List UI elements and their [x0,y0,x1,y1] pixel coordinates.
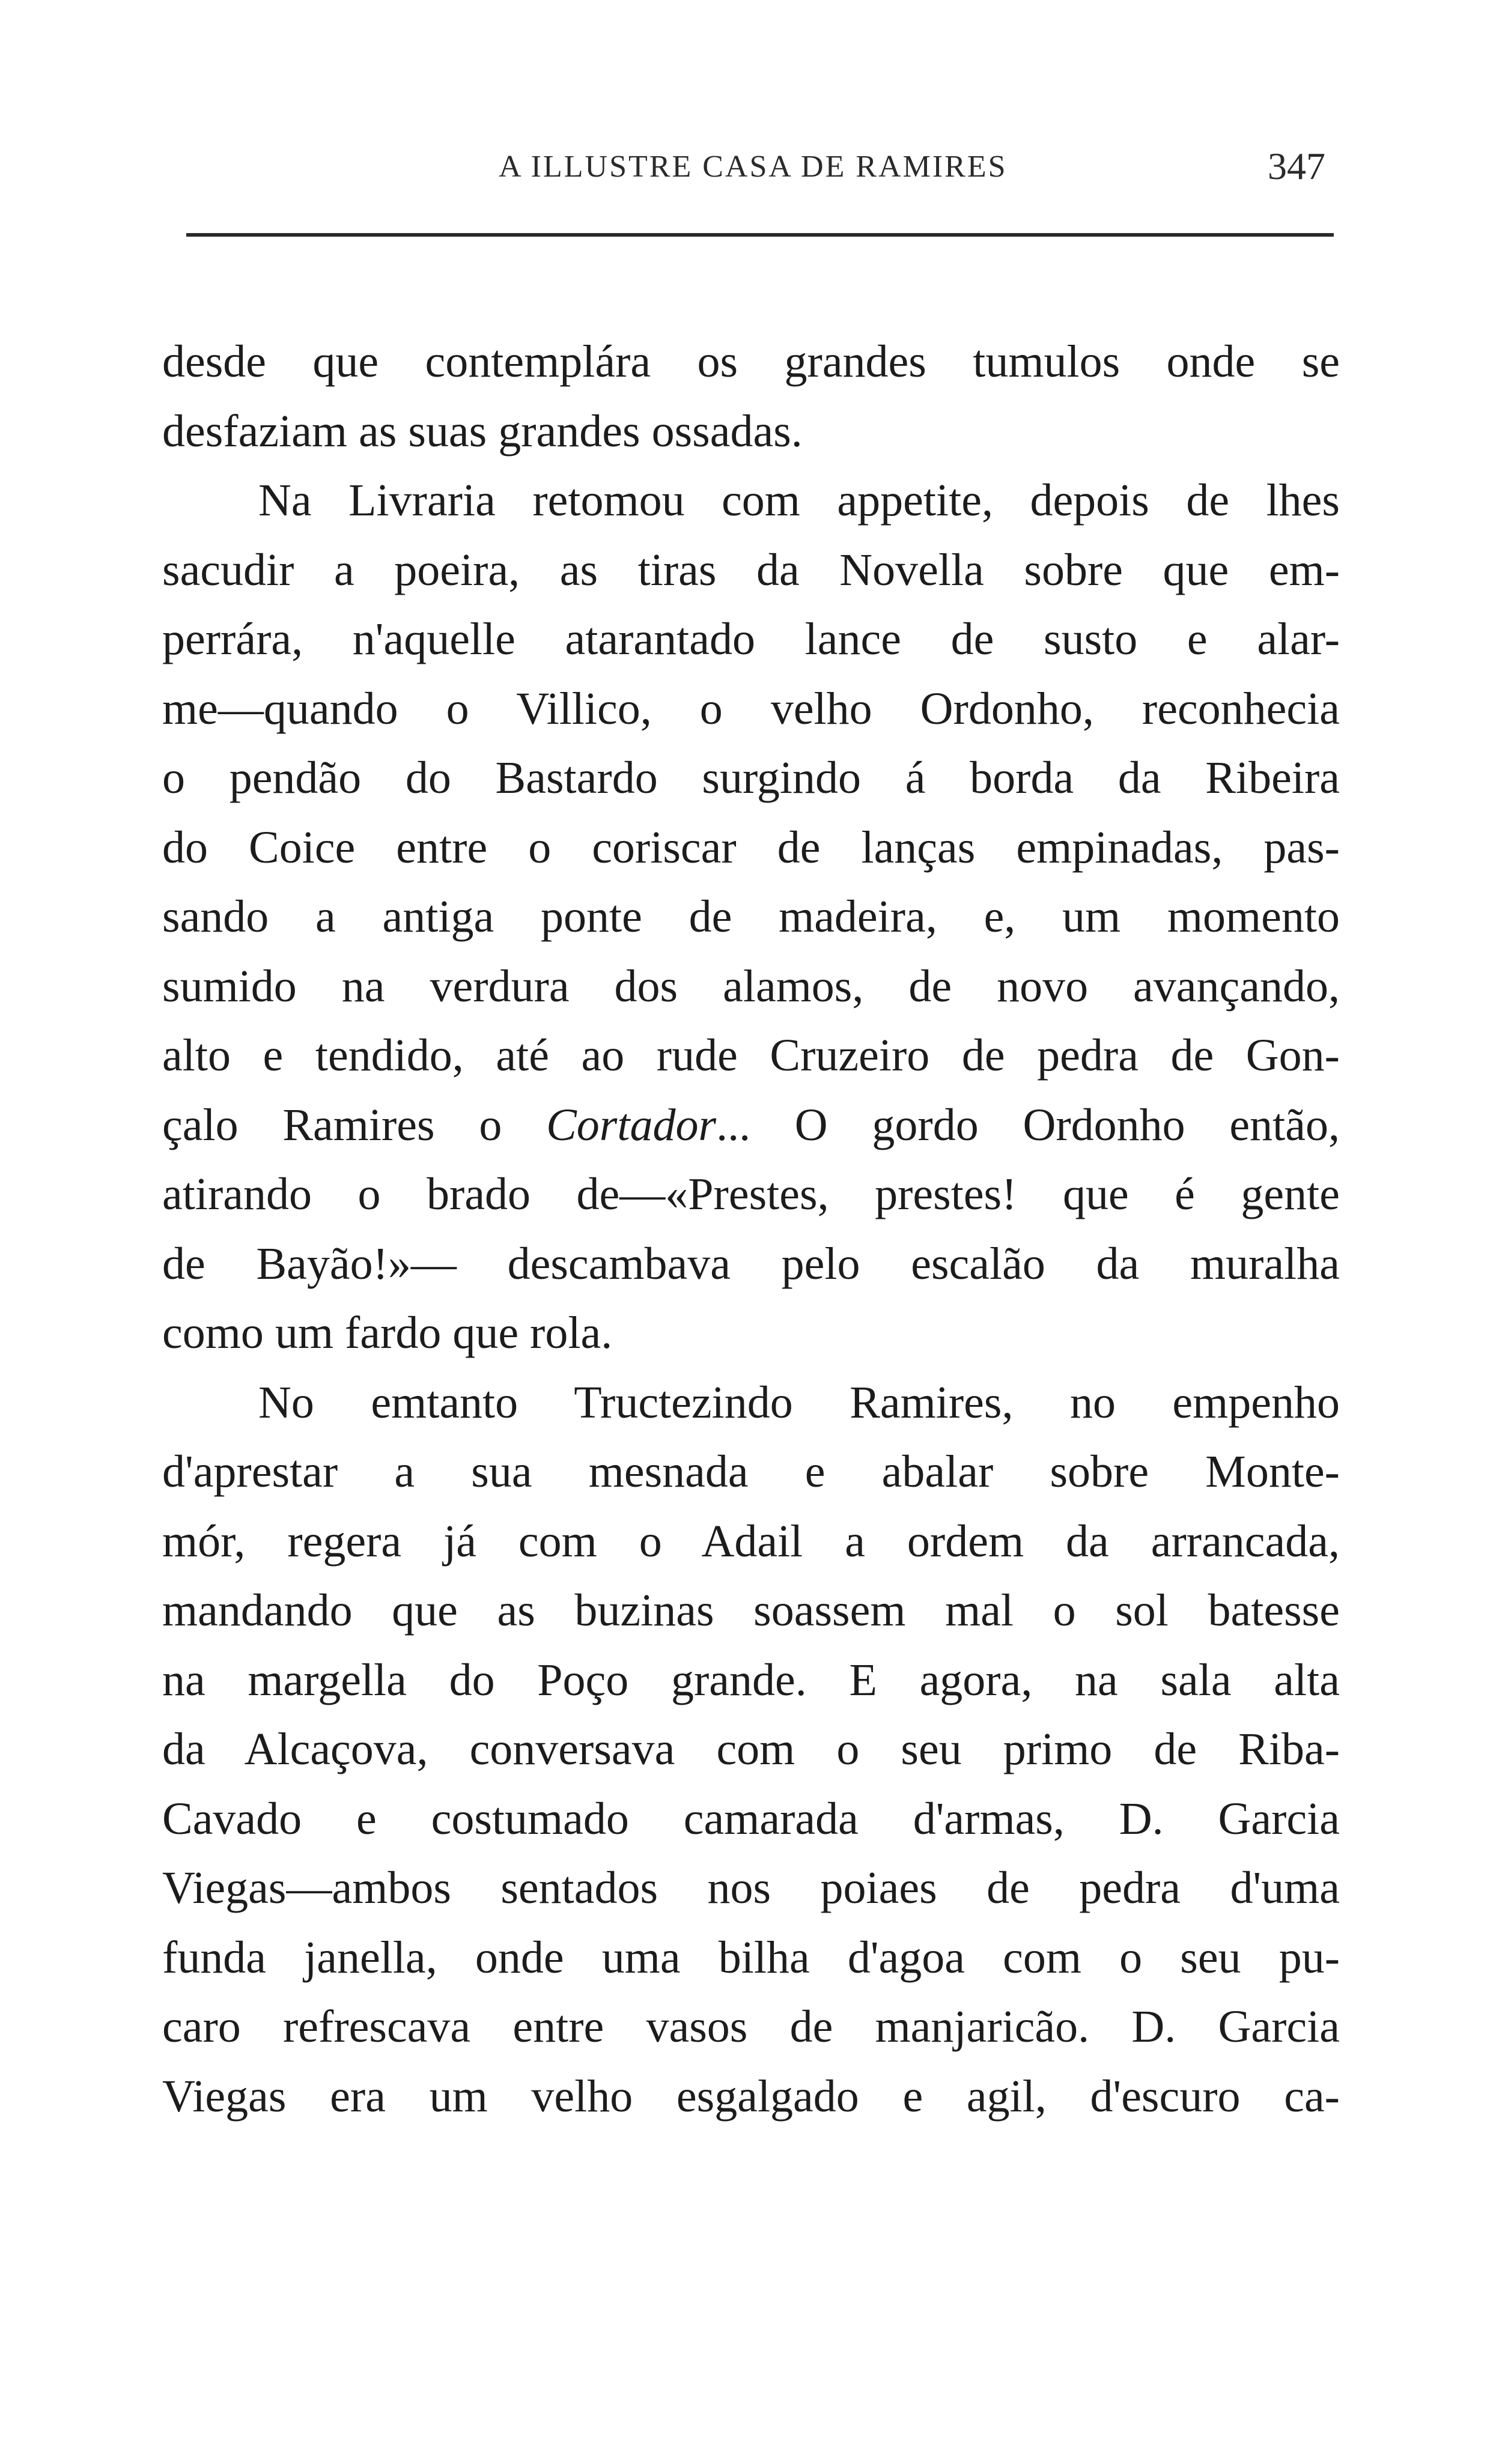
text-line: funda janella, onde uma bilha d'agoa com o seu pu- [162,1932,1340,1983]
text-line: na margella do Poço grande. E agora, na sala alta [162,1654,1340,1705]
text-line: atirando o brado de—«Prestes, prestes! que é gente [162,1169,1340,1219]
text-line: d'aprestar a sua mesnada e abalar sobre Monte- [162,1446,1340,1497]
page-number: 347 [1268,145,1325,187]
text-line: me—quando o Villico, o velho Ordonho, reconhecia [162,683,1340,734]
text-line: sacudir a poeira, as tiras da Novella sobre que em- [162,544,1340,595]
text-line: de Bayão!»— descambava pelo escalão da muralha [162,1238,1340,1289]
text-line: como um fardo que rola. [162,1308,613,1358]
text-line: da Alcaçova, conversava com o seu primo de Riba- [162,1724,1340,1774]
header-rule [186,233,1334,237]
text-line: mandando que as buzinas soassem mal o sol batesse [162,1585,1340,1636]
text-line: desfaziam as suas grandes ossadas. [162,405,803,457]
italic-title: Cortador [546,1099,717,1150]
text-line: desde que contemplára os grandes tumulos onde se [162,336,1340,387]
text-line: sando a antiga ponte de madeira, e, um momento [162,891,1340,942]
body-text [162,327,1340,2131]
text-line: No emtanto Tructezindo Ramires, no empenho [258,1377,1340,1428]
text-line: Viegas—ambos sentados nos poiaes de pedra d'uma [162,1863,1340,1913]
text-line: mór, regera já com o Adail a ordem da arrancada, [162,1516,1340,1567]
text-line: do Coice entre o coriscar de lanças empinadas, pas- [162,822,1340,873]
text-line: o pendão do Bastardo surgindo á borda da Ribeira [162,753,1340,803]
text-line: Na Livraria retomou com appetite, depois de lhes [258,475,1340,526]
text-line: caro refrescava entre vasos de manjaricão. D. Garcia [162,2001,1340,2052]
running-head: A ILLUSTRE CASA DE RAMIRES [499,150,1008,184]
text-line: Cavado e costumado camarada d'armas, D. Garcia [162,1793,1340,1844]
text-line [162,1091,1340,1161]
text-line: alto e tendido, até ao rude Cruzeiro de pedra de Gon- [162,1030,1340,1081]
text-segment: çalo Ramires o [162,1099,502,1150]
text-segment: ... O gordo Ordonho então, [716,1099,1340,1150]
text-line: Viegas era um velho esgalgado e agil, d'escuro ca- [162,2071,1340,2122]
text-line: perrára, n'aquelle atarantado lance de susto e alar- [162,614,1340,664]
text-line: sumido na verdura dos alamos, de novo avançando, [162,960,1340,1012]
